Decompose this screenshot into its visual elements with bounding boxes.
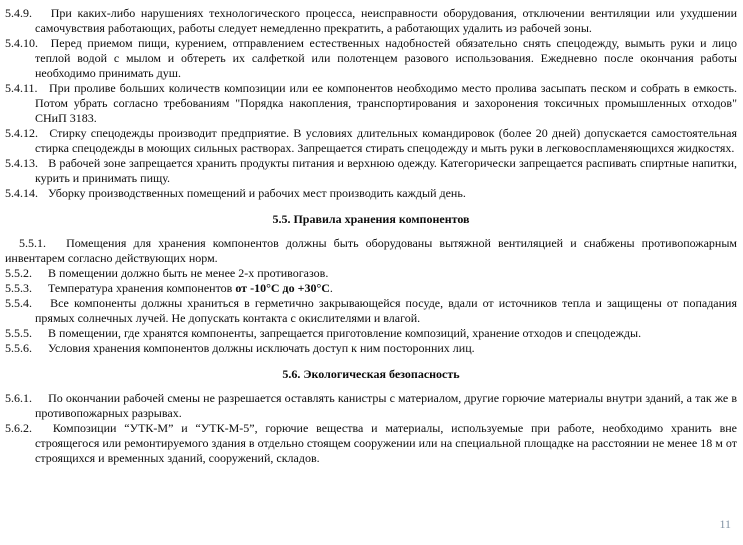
clause-5-6-1 xyxy=(5,391,737,421)
clause-text: Температура хранения компонентов xyxy=(48,281,236,295)
clause-number: 5.5.4. xyxy=(5,296,32,310)
clause-text: Перед приемом пищи, курением, отправлением естественных надобностей обязательно снять спецодежду, вымыть руки и лицо теплой водой с мылом и обтереть их салфеткой или полотенцем разового использования. Ежедневно после окончания работы необходимо принимать душ. xyxy=(35,36,737,80)
clause-text: Стирку спецодежды производит предприятие. В условиях длительных командировок (более 20 дней) допускается самостоятельная стирка спецодежды в моющих сильных растворах. Запрещается стирать спецодежду и мыть руки в легковоспламеняющихся жидкостях. xyxy=(35,126,737,155)
clause-number: 5.4.10. xyxy=(5,36,38,50)
clause-number: 5.5.3. xyxy=(5,281,32,295)
clause-5-4-12 xyxy=(5,126,737,156)
clause-text: В помещении должно быть не менее 2-х противогазов. xyxy=(48,266,329,280)
clause-number: 5.4.13. xyxy=(5,156,38,170)
clause-number: 5.6.1. xyxy=(5,391,32,405)
section-heading-5-5: 5.5. Правила хранения компонентов xyxy=(272,212,470,226)
clause-text: Все компоненты должны храниться в герметично закрывающейся посуде, вдали от источников тепла и защищены от попадания прямых солнечных лучей. Не допускать контакта с окислителями и влагой. xyxy=(35,296,737,325)
clause-text: Композиции “УТК-М” и “УТК-М-5”, горючие вещества и материалы, используемые при работе, необходимо хранить вне строящегося или ремонтируемого здания в отдельно стоящем сооружении или на специальной площадке на расстоянии не менее 18 м от строящихся и временных зданий, сооружений, складов. xyxy=(35,421,737,465)
clause-number: 5.5.1. xyxy=(19,236,46,250)
clause-5-5-3 xyxy=(5,281,737,296)
clause-text: При проливе больших количеств композиции или ее компонентов необходимо место пролива засыпать песком и собрать в емкость. Потом убрать согласно требованиям "Порядка накопления, транспортирования и захоронения токсичных промышленных отходов" СНиП 3183. xyxy=(35,81,737,125)
clause-number: 5.4.11. xyxy=(5,81,38,95)
clause-text: В рабочей зоне запрещается хранить продукты питания и верхнюю одежду. Категорически запрещается распивать спиртные напитки, курить и принимать пищу. xyxy=(35,156,738,185)
page-number: 11 xyxy=(719,517,731,531)
clause-5-4-13 xyxy=(5,156,737,186)
clause-5-5-5 xyxy=(5,326,737,341)
clause-text: По окончании рабочей смены не разрешается оставлять канистры с материалом, другие горючие материалы внутри зданий, а так же в противопожарных разрывах. xyxy=(35,391,738,420)
clause-text: . xyxy=(329,281,333,295)
clause-5-4-9 xyxy=(5,6,737,36)
clause-5-4-10 xyxy=(5,36,737,81)
clause-text: Условия хранения компонентов должны исключать доступ к ним посторонних лиц. xyxy=(48,341,475,355)
section-heading-5-6: 5.6. Экологическая безопасность xyxy=(282,367,460,381)
clause-text: Уборку производственных помещений и рабочих мест производить каждый день. xyxy=(48,186,466,200)
clause-5-5-1 xyxy=(5,236,737,266)
clause-text-bold-temperature-range: от -10°С до +30°С xyxy=(235,281,330,295)
clause-number: 5.5.2. xyxy=(5,266,32,280)
clause-number: 5.5.5. xyxy=(5,326,32,340)
clause-number: 5.4.12. xyxy=(5,126,38,140)
clause-5-4-11 xyxy=(5,81,737,126)
clause-5-4-14 xyxy=(5,186,737,201)
clause-number: 5.5.6. xyxy=(5,341,32,355)
clause-text: В помещении, где хранятся компоненты, запрещается приготовление композиций, хранение отходов и спецодежды. xyxy=(48,326,642,340)
clause-number: 5.6.2. xyxy=(5,421,32,435)
clause-5-5-6 xyxy=(5,341,737,356)
clause-text: При каких-либо нарушениях технологического процесса, неисправности оборудования, отключении вентиляции или ухудшении самочувствия работающих, работы следует немедленно прекратить, а работающих удалить из рабочей зоны. xyxy=(35,6,737,35)
clause-5-5-2 xyxy=(5,266,737,281)
clause-5-5-4 xyxy=(5,296,737,326)
clause-text: Помещения для хранения компонентов должны быть оборудованы вытяжной вентиляцией и снабжены противопожарным инвентарем согласно действующих норм. xyxy=(5,236,738,265)
clause-number: 5.4.14. xyxy=(5,186,38,200)
clause-number: 5.4.9. xyxy=(5,6,32,20)
clause-5-6-2 xyxy=(5,421,737,466)
